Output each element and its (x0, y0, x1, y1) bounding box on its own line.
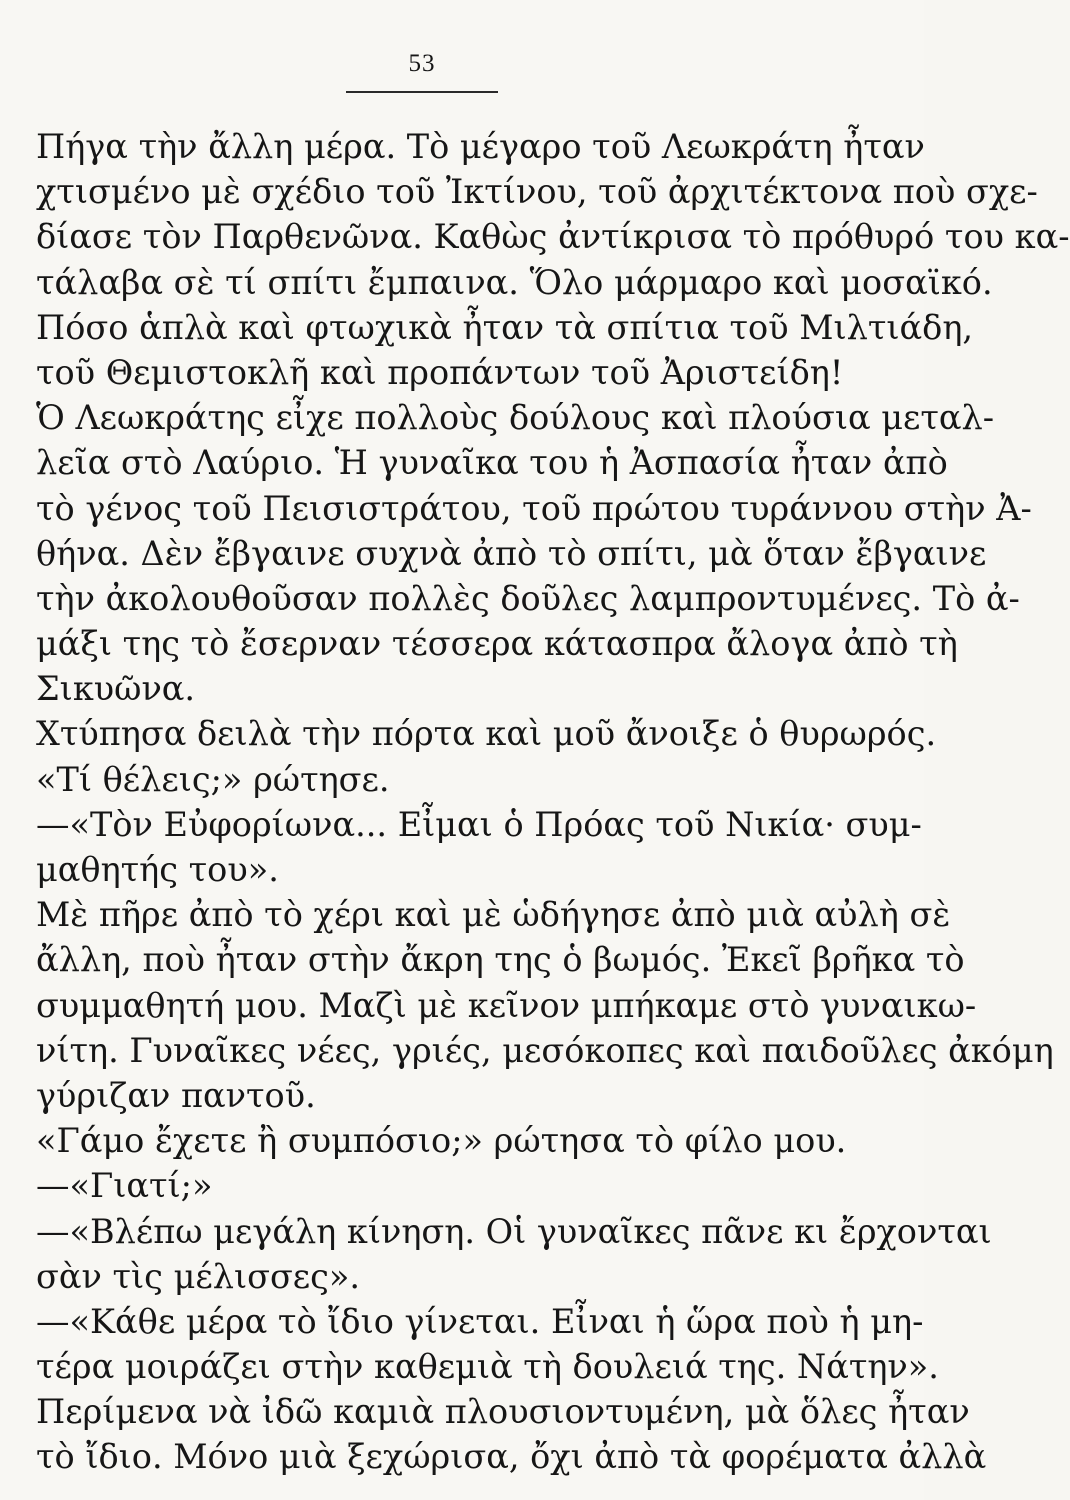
text-line: τοῦ Θεμιστοκλῆ καὶ προπάντων τοῦ Ἀριστείδη! (36, 352, 844, 392)
text-line: γύριζαν παντοῦ. (36, 1075, 316, 1115)
text-line: χτισμένο μὲ σχέδιο τοῦ Ἰκτίνου, τοῦ ἀρχιτέκτονα ποὺ σχε- (36, 172, 1038, 212)
text-line: τέρα μοιράζει στὴν καθεμιὰ τὴ δουλειά της. Νάτην». (36, 1347, 939, 1387)
text-line: «Γάμο ἔχετε ἢ συμπόσιο;» ρώτησα τὸ φίλο μου. (36, 1121, 847, 1161)
text-line: Χτύπησα δειλὰ τὴν πόρτα καὶ μοῦ ἄνοιξε ὁ θυρωρός. (36, 714, 937, 754)
text-line: ἄλλη, ποὺ ἦταν στὴν ἄκρη της ὁ βωμός. Ἐκεῖ βρῆκα τὸ (36, 940, 965, 980)
header-rule (346, 91, 498, 93)
text-line: μαθητής του». (36, 850, 279, 889)
text-line: τὴν ἀκολουθοῦσαν πολλὲς δοῦλες λαμπροντυμένες. Τὸ ἀ- (36, 578, 1020, 618)
text-line: θήνα. Δὲν ἔβγαινε συχνὰ ἀπὸ τὸ σπίτι, μὰ ὅταν ἔβγαινε (36, 533, 987, 573)
text-line: τὸ γένος τοῦ Πεισιστράτου, τοῦ πρώτου τυράννου στὴν Ἀ- (36, 488, 1032, 528)
text-line: μάξι της τὸ ἔσερναν τέσσερα κάτασπρα ἄλογα ἀπὸ τὴ (36, 624, 958, 664)
text-line: Πόσο ἁπλὰ καὶ φτωχικὰ ἦταν τὰ σπίτια τοῦ Μιλτιάδη, (36, 307, 974, 347)
page-number: 53 (408, 50, 436, 77)
text-line: νίτη. Γυναῖκες νέες, γριές, μεσόκοπες καὶ παιδοῦλες ἀκόμη (36, 1030, 1054, 1070)
text-line: λεῖα στὸ Λαύριο. Ἡ γυναῖκα του ἡ Ἀσπασία ἦταν ἀπὸ (36, 443, 948, 483)
text-line: Μὲ πῆρε ἀπὸ τὸ χέρι καὶ μὲ ὡδήγησε ἀπὸ μιὰ αὐλὴ σὲ (36, 895, 951, 935)
text-line: —«Τὸν Εὐφορίωνα... Εἶμαι ὁ Πρόας τοῦ Νικία· συμ- (36, 804, 922, 844)
text-line: Ὁ Λεωκράτης εἶχε πολλοὺς δούλους καὶ πλούσια μεταλ- (36, 398, 995, 438)
text-line: τὸ ἴδιο. Μόνο μιὰ ξεχώρισα, ὄχι ἀπὸ τὰ φορέματα ἀλλὰ (36, 1437, 987, 1477)
text-line: —«Γιατί;» (36, 1166, 213, 1206)
text-line: τάλαβα σὲ τί σπίτι ἔμπαινα. Ὅλο μάρμαρο καὶ μοσαϊκό. (36, 262, 993, 302)
text-line: —«Κάθε μέρα τὸ ἴδιο γίνεται. Εἶναι ἡ ὥρα ποὺ ἡ μη- (36, 1301, 924, 1341)
text-line: Πήγα τὴν ἄλλη μέρα. Τὸ μέγαρο τοῦ Λεωκράτη ἦταν (36, 127, 925, 166)
text-line: δίασε τὸν Παρθενῶνα. Καθὼς ἀντίκρισα τὸ πρόθυρό του κα- (36, 217, 1070, 257)
text-line: συμμαθητή μου. Μαζὶ μὲ κεῖνον μπήκαμε στὸ γυναικω- (36, 985, 977, 1025)
body-text (36, 124, 1070, 1480)
text-line: —«Βλέπω μεγάλη κίνηση. Οἱ γυναῖκες πᾶνε κι ἔρχονται (36, 1211, 992, 1251)
text-line: «Τί θέλεις;» ρώτησε. (36, 759, 390, 799)
text-line: Σικυῶνα. (36, 669, 196, 709)
text-line: σὰν τὶς μέλισσες». (36, 1256, 361, 1296)
text-line: Περίμενα νὰ ἰδῶ καμιὰ πλουσιοντυμένη, μὰ ὅλες ἦταν (36, 1392, 970, 1432)
